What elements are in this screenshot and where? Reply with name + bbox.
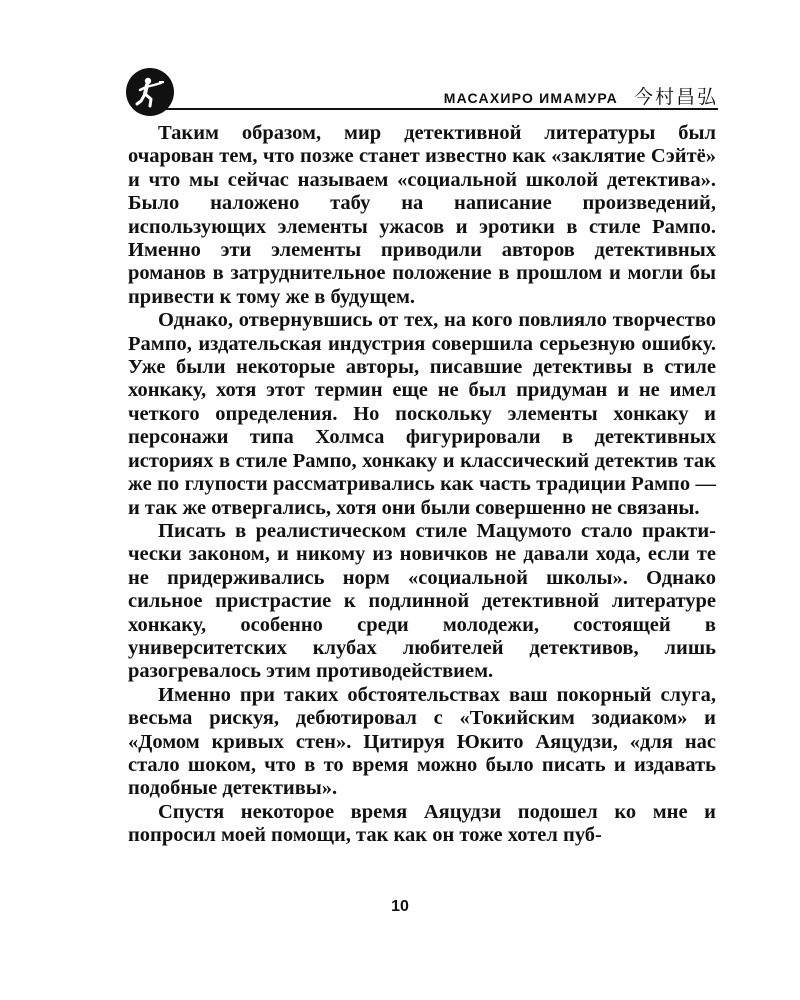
body-text: [128, 122, 716, 848]
author-name-jp: 今村昌弘: [633, 86, 718, 108]
page-number: 10: [391, 898, 409, 915]
paragraph: Таким образом, мир детективной литературы был очарован тем, что позже станет известно как «заклятие Сэйтё» и что мы сейчас называем «социальной школой детектива». Было наложено табу на написание произведений, использующих элементы ужасов и эротики в стиле Рампо. Именно эти элементы приводили авторов детективных романов в затруднительное положение в прошлом и могли бы привести к тому же в будущем.: [128, 122, 716, 308]
paragraph: Писать в реалистическом стиле Мацумото стало практически законом, и никому из новичков не давали хода, если те не придерживались норм «социальной школы». Однако сильное пристрастие к подлинной детективной литературе хонкаку, особенно среди молодежи, состоящей в университетских клубах любителей детективов, лишь разогревалось этим противодействием.: [128, 519, 716, 683]
running-figure-glyph: [131, 73, 169, 111]
header-rule: [166, 108, 718, 110]
paragraph: Именно при таких обстоятельствах ваш покорный слуга, весьма рискуя, дебютировал с «Токийским зодиаком» и «Домом кривых стен». Цитируя Юкито Аяцудзи, «для нас стало шоком, что в то время можно было писать и издавать подобные детективы».: [128, 683, 716, 800]
paragraph: Однако, отвернувшись от тех, на кого повлияло творчество Рампо, издательская индустрия совершила серьезную ошибку. Уже были некоторые авторы, писавшие детективы в стиле хонкаку, хотя этот термин еще не был придуман и не имел четкого определения. Но поскольку элементы хонкаку и персонажи типа Холмса фигурировали в детективных историях в стиле Рампо, хонкаку и классический детектив так же по глупости рассматривались как часть традиции Рампо — и так же отвергались, хотя они были совершенно не связаны.: [128, 309, 716, 519]
running-header: [126, 68, 718, 108]
header-author: [444, 82, 718, 109]
author-name-ru: МАСАХИРО ИМАМУРА: [443, 90, 618, 106]
paragraph: Спустя некоторое время Аяцудзи подошел ко мне и попросил моей помощи, так как он тоже хотел пуб-: [128, 800, 716, 847]
